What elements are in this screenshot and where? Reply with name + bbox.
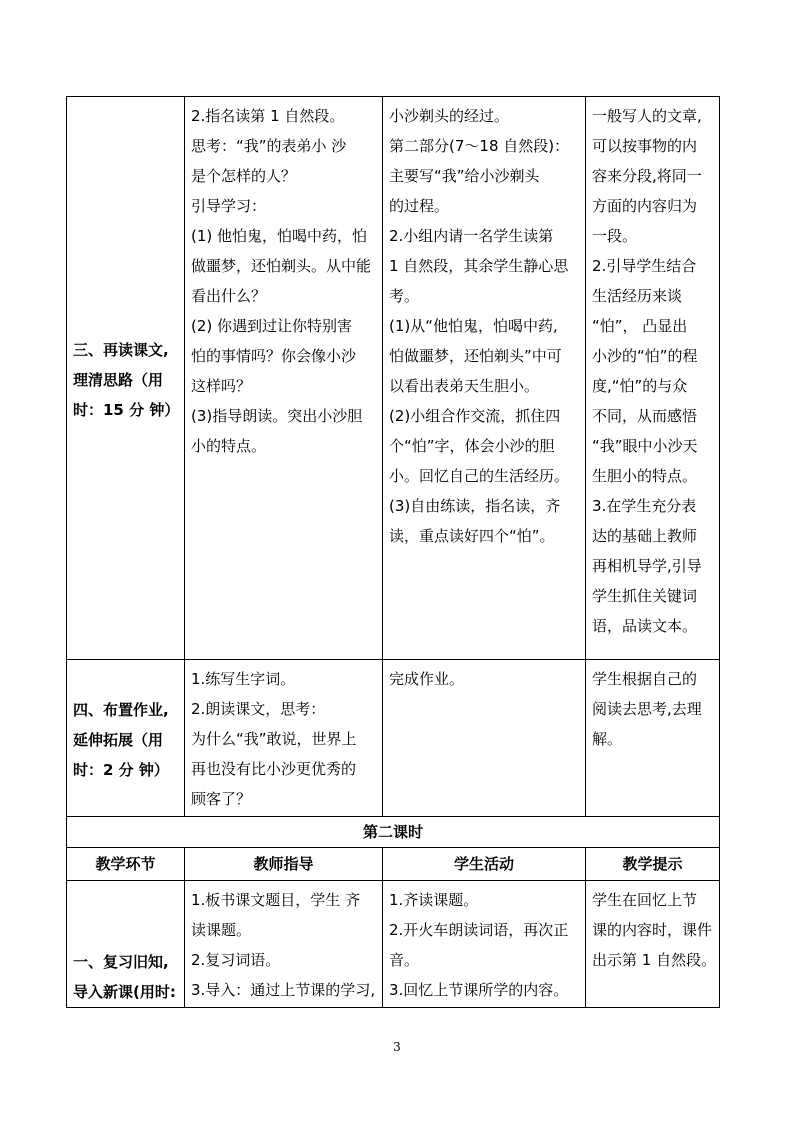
cell-line: 2.开火车朗读词语，再次正 — [389, 921, 569, 939]
cell-line: 3.在学生充分表 — [592, 497, 697, 515]
stage-cell — [67, 660, 185, 817]
cell-line: 学生根据自己的 — [592, 670, 698, 688]
stage-text: 四、布置作业, — [73, 701, 169, 719]
cell-line: 读，重点读好四个“怕”。 — [389, 527, 555, 545]
cell-line: 的过程。 — [389, 197, 450, 215]
student-activity-cell — [383, 97, 586, 660]
cell-line: 语，品读文本。 — [592, 617, 698, 635]
cell-line: 学生在回忆上节 — [592, 891, 698, 909]
cell-line: 看出什么？ — [191, 287, 267, 305]
cell-line: 2.朗读课文，思考： — [191, 700, 326, 718]
teacher-guidance-cell — [185, 881, 383, 1008]
cell-line: 小的特点。 — [191, 437, 267, 455]
cell-line: 度,“怕”的与众 — [592, 377, 688, 395]
cell-line: 一段。 — [592, 227, 638, 245]
cell-line: 学生抓住关键词 — [592, 587, 698, 605]
cell-line: 完成作业。 — [389, 670, 465, 688]
cell-line: 3.回忆上节课所学的内容。 — [389, 981, 569, 999]
cell-line: 1 自然段，其余学生静心思 — [389, 257, 569, 275]
column-header: 学生活动 — [383, 848, 586, 881]
stage-text: 时：2 分 钟） — [73, 761, 169, 779]
page-number: 3 — [393, 1040, 401, 1054]
column-header: 教学提示 — [586, 848, 720, 881]
cell-line: (2)小组合作交流，抓住四 — [389, 407, 561, 425]
column-header: 教师指导 — [185, 848, 383, 881]
lesson-plan-table — [66, 96, 720, 1008]
cell-line: 引导学习： — [191, 197, 267, 215]
cell-line: (1)从“他怕鬼，怕喝中药, — [389, 317, 558, 335]
stage-text: 三、再读课文, — [73, 341, 169, 359]
stage-text: 导入新课(用时: — [73, 983, 176, 1001]
teacher-guidance-cell — [185, 97, 383, 660]
cell-line: 第二部分(7～18 自然段)： — [389, 137, 570, 155]
cell-line: 小沙剃头的经过。 — [389, 107, 510, 125]
cell-line: 生活经历来谈 — [592, 287, 683, 305]
cell-line: 是个怎样的人？ — [191, 167, 297, 185]
column-header: 教学环节 — [67, 848, 185, 881]
teaching-hint-cell — [586, 97, 720, 660]
cell-line: 课的内容时，课件 — [592, 921, 713, 939]
cell-line: (3)自由练读，指名读，齐 — [389, 497, 561, 515]
cell-line: 小。回忆自己的生活经历。 — [389, 467, 570, 485]
stage-cell — [67, 97, 185, 660]
stage-cell — [67, 881, 185, 1008]
cell-line: 可以按事物的内 — [592, 137, 698, 155]
cell-line: 1.练写生字词。 — [191, 670, 296, 688]
cell-line: 2.小组内请一名学生读第 — [389, 227, 554, 245]
cell-line: (2) 你遇到过让你特别害 — [191, 317, 353, 335]
cell-line: 不同，从而感悟 — [592, 407, 698, 425]
cell-line: (3)指导朗读。突出小沙胆 — [191, 407, 363, 425]
cell-line: “怕”， 凸显出 — [592, 317, 688, 335]
cell-line: 小沙的“怕”的程 — [592, 347, 698, 365]
cell-line: 音。 — [389, 951, 420, 969]
table-row — [67, 97, 720, 660]
table-row — [67, 660, 720, 817]
table-header-row — [67, 848, 720, 881]
cell-line: 做噩梦，还怕剃头。从中能 — [191, 257, 372, 275]
cell-line: 2.复习词语。 — [191, 951, 281, 969]
cell-line: 思考：“我”的表弟小 沙 — [191, 137, 347, 155]
cell-line: 主要写“我”给小沙剃头 — [389, 167, 540, 185]
stage-text: 一、复习旧知, — [73, 953, 169, 971]
stage-text: 延伸拓展（用 — [73, 731, 164, 749]
cell-line: (1) 他怕鬼，怕喝中药，怕 — [191, 227, 368, 245]
cell-line: 再相机导学,引导 — [592, 557, 702, 575]
second-lesson-title: 第二课时 — [67, 817, 720, 848]
cell-line: 考。 — [389, 287, 420, 305]
cell-line: 个“怕”字，体会小沙的胆 — [389, 437, 555, 455]
cell-line: 怕做噩梦，还怕剃头”中可 — [389, 347, 562, 365]
cell-line: 出示第 1 自然段。 — [592, 951, 717, 969]
cell-line: 达的基础上教师 — [592, 527, 698, 545]
cell-line: 读课题。 — [191, 921, 252, 939]
table-row — [67, 881, 720, 1008]
teaching-hint-cell — [586, 881, 720, 1008]
cell-line: 2.指名读第 1 自然段。 — [191, 107, 345, 125]
cell-line: 方面的内容归为 — [592, 197, 698, 215]
cell-line: 这样吗？ — [191, 377, 252, 395]
cell-line: 顾客了？ — [191, 790, 252, 808]
cell-line: 再也没有比小沙更优秀的 — [191, 760, 357, 778]
cell-line: 怕的事情吗？你会像小沙 — [191, 347, 357, 365]
teaching-hint-cell — [586, 660, 720, 817]
table-row — [67, 817, 720, 848]
student-activity-cell — [383, 881, 586, 1008]
cell-line: 3.导入：通过上节课的学习, — [191, 981, 376, 999]
cell-line: 以看出表弟天生胆小。 — [389, 377, 540, 395]
cell-line: 容来分段,将同一 — [592, 167, 702, 185]
cell-line: 2.引导学生结合 — [592, 257, 697, 275]
cell-line: 为什么“我”敢说，世界上 — [191, 730, 357, 748]
cell-line: 解。 — [592, 730, 623, 748]
cell-line: 一般写人的文章, — [592, 107, 702, 125]
cell-line: 生胆小的特点。 — [592, 467, 698, 485]
student-activity-cell — [383, 660, 586, 817]
teacher-guidance-cell — [185, 660, 383, 817]
stage-text: 时：15 分 钟） — [73, 401, 180, 419]
stage-text: 理清思路（用 — [73, 371, 164, 389]
cell-line: 1.齐读课题。 — [389, 891, 479, 909]
cell-line: “我”眼中小沙天 — [592, 437, 698, 455]
cell-line: 阅读去思考,去理 — [592, 700, 702, 718]
cell-line: 1.板书课文题目，学生 齐 — [191, 891, 361, 909]
